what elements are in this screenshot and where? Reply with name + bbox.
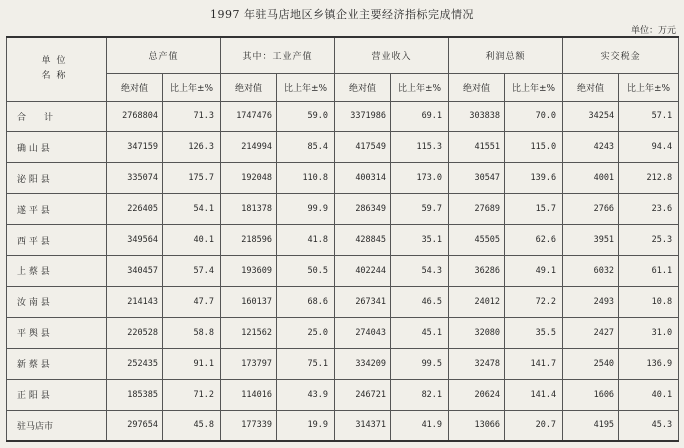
absolute-value-cell: 27689 (449, 194, 505, 225)
change-percent-cell: 71.2 (163, 379, 221, 410)
sub-header-abs: 绝对值 (107, 73, 163, 101)
sub-header-cmp: 比上年±% (163, 73, 221, 101)
absolute-value-cell: 297654 (107, 410, 163, 441)
change-percent-cell: 43.9 (277, 379, 335, 410)
row-name: 正 阳 县 (7, 379, 107, 410)
absolute-value-cell: 34254 (563, 101, 619, 132)
change-percent-cell: 25.3 (619, 225, 679, 256)
row-name: 西 平 县 (7, 225, 107, 256)
absolute-value-cell: 349564 (107, 225, 163, 256)
sub-header-cmp: 比上年±% (619, 73, 679, 101)
change-percent-cell: 57.4 (163, 256, 221, 287)
change-percent-cell: 45.3 (619, 410, 679, 441)
table-row (7, 132, 679, 163)
sub-header-abs: 绝对值 (563, 73, 619, 101)
group-header: 利润总额 (449, 37, 563, 73)
absolute-value-cell: 400314 (335, 163, 391, 194)
absolute-value-cell: 4001 (563, 163, 619, 194)
absolute-value-cell: 193609 (221, 256, 277, 287)
change-percent-cell: 40.1 (619, 379, 679, 410)
row-name: 驻马店市 (7, 410, 107, 441)
absolute-value-cell: 185385 (107, 379, 163, 410)
row-name: 汝 南 县 (7, 286, 107, 317)
absolute-value-cell: 428845 (335, 225, 391, 256)
absolute-value-cell: 24012 (449, 286, 505, 317)
change-percent-cell: 58.8 (163, 317, 221, 348)
absolute-value-cell: 2427 (563, 317, 619, 348)
row-name: 泌 阳 县 (7, 163, 107, 194)
row-name: 平 舆 县 (7, 317, 107, 348)
change-percent-cell: 126.3 (163, 132, 221, 163)
absolute-value-cell: 314371 (335, 410, 391, 441)
unit-name-header: 单位 名称 (7, 37, 107, 101)
change-percent-cell: 82.1 (391, 379, 449, 410)
table-row (7, 348, 679, 379)
absolute-value-cell: 192048 (221, 163, 277, 194)
absolute-value-cell: 335074 (107, 163, 163, 194)
change-percent-cell: 71.3 (163, 101, 221, 132)
row-name: 新 蔡 县 (7, 348, 107, 379)
table-row (7, 256, 679, 287)
change-percent-cell: 31.0 (619, 317, 679, 348)
absolute-value-cell: 2766 (563, 194, 619, 225)
change-percent-cell: 54.1 (163, 194, 221, 225)
absolute-value-cell: 334209 (335, 348, 391, 379)
change-percent-cell: 85.4 (277, 132, 335, 163)
absolute-value-cell: 1747476 (221, 101, 277, 132)
change-percent-cell: 75.1 (277, 348, 335, 379)
change-percent-cell: 35.1 (391, 225, 449, 256)
change-percent-cell: 110.8 (277, 163, 335, 194)
change-percent-cell: 35.5 (505, 317, 563, 348)
change-percent-cell: 62.6 (505, 225, 563, 256)
absolute-value-cell: 32478 (449, 348, 505, 379)
absolute-value-cell: 1606 (563, 379, 619, 410)
absolute-value-cell: 340457 (107, 256, 163, 287)
absolute-value-cell: 402244 (335, 256, 391, 287)
table-row (7, 317, 679, 348)
sub-header-abs: 绝对值 (335, 73, 391, 101)
absolute-value-cell: 177339 (221, 410, 277, 441)
absolute-value-cell: 3951 (563, 225, 619, 256)
table-row (7, 286, 679, 317)
change-percent-cell: 10.8 (619, 286, 679, 317)
change-percent-cell: 173.0 (391, 163, 449, 194)
sub-header-cmp: 比上年±% (505, 73, 563, 101)
unit-label: 单位：万元 (630, 26, 676, 36)
change-percent-cell: 94.4 (619, 132, 679, 163)
change-percent-cell: 54.3 (391, 256, 449, 287)
change-percent-cell: 68.6 (277, 286, 335, 317)
economic-indicators-table (6, 36, 679, 442)
change-percent-cell: 20.7 (505, 410, 563, 441)
change-percent-cell: 50.5 (277, 256, 335, 287)
change-percent-cell: 45.8 (163, 410, 221, 441)
absolute-value-cell: 286349 (335, 194, 391, 225)
group-header: 总产值 (107, 37, 221, 73)
absolute-value-cell: 181378 (221, 194, 277, 225)
page-title: 1997 年驻马店地区乡镇企业主要经济指标完成情况 (210, 8, 474, 21)
table-row (7, 379, 679, 410)
change-percent-cell: 141.7 (505, 348, 563, 379)
change-percent-cell: 139.6 (505, 163, 563, 194)
change-percent-cell: 46.5 (391, 286, 449, 317)
absolute-value-cell: 114016 (221, 379, 277, 410)
absolute-value-cell: 417549 (335, 132, 391, 163)
absolute-value-cell: 121562 (221, 317, 277, 348)
change-percent-cell: 41.9 (391, 410, 449, 441)
change-percent-cell: 15.7 (505, 194, 563, 225)
change-percent-cell: 70.0 (505, 101, 563, 132)
row-name: 合 计 (7, 101, 107, 132)
table-row (7, 410, 679, 441)
change-percent-cell: 69.1 (391, 101, 449, 132)
absolute-value-cell: 347159 (107, 132, 163, 163)
absolute-value-cell: 3371986 (335, 101, 391, 132)
absolute-value-cell: 6032 (563, 256, 619, 287)
absolute-value-cell: 36286 (449, 256, 505, 287)
absolute-value-cell: 20624 (449, 379, 505, 410)
change-percent-cell: 212.8 (619, 163, 679, 194)
change-percent-cell: 175.7 (163, 163, 221, 194)
change-percent-cell: 136.9 (619, 348, 679, 379)
absolute-value-cell: 4195 (563, 410, 619, 441)
absolute-value-cell: 173797 (221, 348, 277, 379)
row-name: 确 山 县 (7, 132, 107, 163)
sub-header-cmp: 比上年±% (391, 73, 449, 101)
change-percent-cell: 99.5 (391, 348, 449, 379)
change-percent-cell: 72.2 (505, 286, 563, 317)
row-name: 遂 平 县 (7, 194, 107, 225)
absolute-value-cell: 267341 (335, 286, 391, 317)
change-percent-cell: 61.1 (619, 256, 679, 287)
group-header: 实交税金 (563, 37, 679, 73)
absolute-value-cell: 2768804 (107, 101, 163, 132)
sub-header-cmp: 比上年±% (277, 73, 335, 101)
absolute-value-cell: 220528 (107, 317, 163, 348)
change-percent-cell: 57.1 (619, 101, 679, 132)
absolute-value-cell: 45505 (449, 225, 505, 256)
change-percent-cell: 41.8 (277, 225, 335, 256)
change-percent-cell: 49.1 (505, 256, 563, 287)
change-percent-cell: 23.6 (619, 194, 679, 225)
absolute-value-cell: 2493 (563, 286, 619, 317)
change-percent-cell: 25.0 (277, 317, 335, 348)
absolute-value-cell: 274043 (335, 317, 391, 348)
table-row (7, 101, 679, 132)
sub-header-abs: 绝对值 (449, 73, 505, 101)
absolute-value-cell: 303838 (449, 101, 505, 132)
absolute-value-cell: 214143 (107, 286, 163, 317)
change-percent-cell: 19.9 (277, 410, 335, 441)
absolute-value-cell: 226405 (107, 194, 163, 225)
row-name: 上 蔡 县 (7, 256, 107, 287)
change-percent-cell: 59.0 (277, 101, 335, 132)
absolute-value-cell: 2540 (563, 348, 619, 379)
sub-header-abs: 绝对值 (221, 73, 277, 101)
absolute-value-cell: 30547 (449, 163, 505, 194)
change-percent-cell: 91.1 (163, 348, 221, 379)
table-row (7, 194, 679, 225)
change-percent-cell: 40.1 (163, 225, 221, 256)
absolute-value-cell: 160137 (221, 286, 277, 317)
table-row (7, 163, 679, 194)
table-row (7, 225, 679, 256)
absolute-value-cell: 214994 (221, 132, 277, 163)
absolute-value-cell: 32080 (449, 317, 505, 348)
change-percent-cell: 115.0 (505, 132, 563, 163)
group-header: 营业收入 (335, 37, 449, 73)
absolute-value-cell: 41551 (449, 132, 505, 163)
change-percent-cell: 141.4 (505, 379, 563, 410)
change-percent-cell: 115.3 (391, 132, 449, 163)
absolute-value-cell: 246721 (335, 379, 391, 410)
absolute-value-cell: 218596 (221, 225, 277, 256)
absolute-value-cell: 13066 (449, 410, 505, 441)
change-percent-cell: 99.9 (277, 194, 335, 225)
absolute-value-cell: 4243 (563, 132, 619, 163)
change-percent-cell: 59.7 (391, 194, 449, 225)
change-percent-cell: 45.1 (391, 317, 449, 348)
change-percent-cell: 47.7 (163, 286, 221, 317)
group-header: 其中：工业产值 (221, 37, 335, 73)
absolute-value-cell: 252435 (107, 348, 163, 379)
